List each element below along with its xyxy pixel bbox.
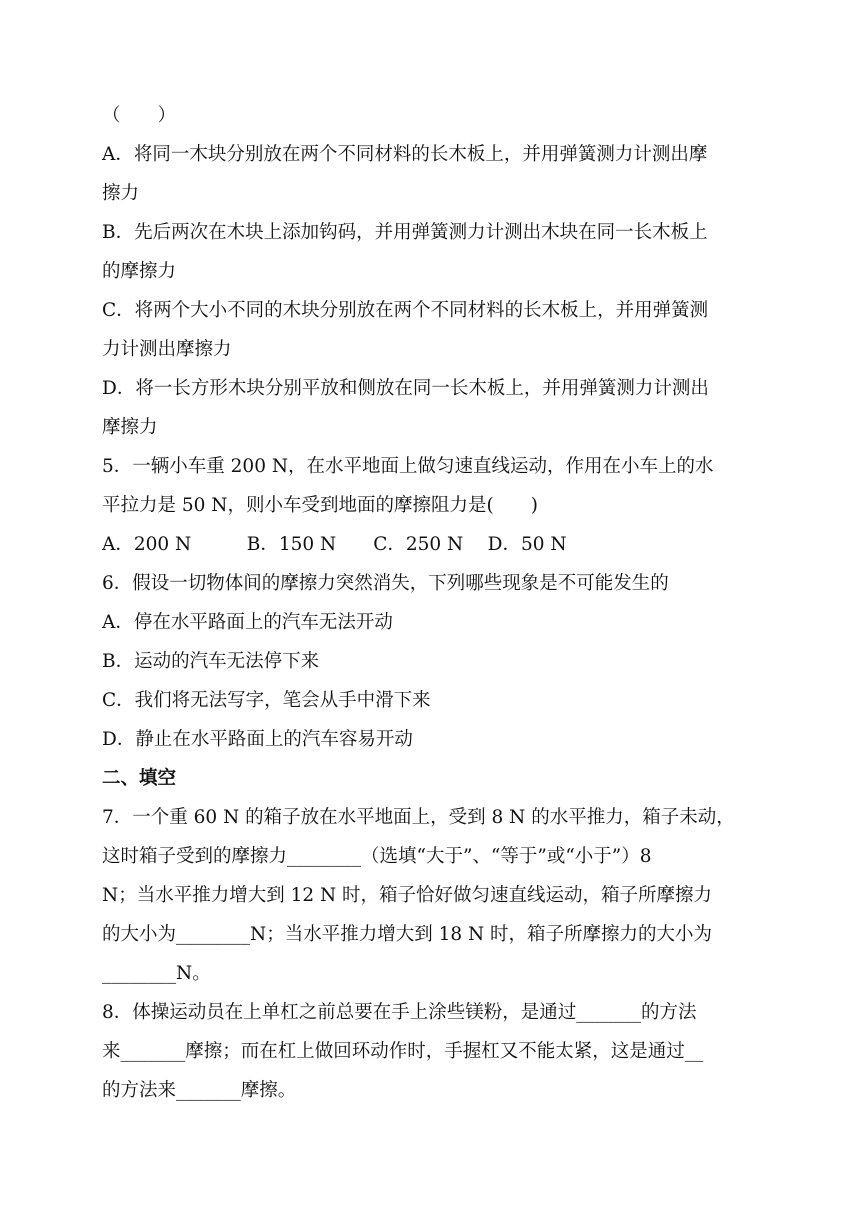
q6-option-b: B．运动的汽车无法停下来 — [102, 651, 320, 672]
q6-stem: 6．假设一切物体间的摩擦力突然消失，下列哪些现象是不可能发生的 — [102, 573, 669, 594]
q6-option-a: A．停在水平路面上的汽车无法开动 — [102, 612, 393, 633]
q4-option-b-line2: 的摩擦力 — [102, 261, 177, 282]
q4-option-d-line1: D．将一长方形木块分别平放和侧放在同一长木板上，并用弹簧测力计测出 — [102, 378, 709, 399]
q4-option-c-line2: 力计测出摩擦力 — [102, 339, 232, 360]
q7-line3: N；当水平推力增大到 12 N 时，箱子恰好做匀速直线运动，箱子所摩擦力 — [102, 885, 713, 906]
q4-option-b-line1: B．先后两次在木块上添加钩码，并用弹簧测力计测出木块在同一长木板上 — [102, 222, 708, 243]
q6-option-d: D．静止在水平路面上的汽车容易开动 — [102, 729, 413, 750]
q7-line2: 这时箱子受到的摩擦力________（选填“大于”、“等于”或“小于”）8 — [102, 846, 652, 867]
section-heading-fill-blank: 二、填空 — [102, 768, 177, 789]
q8-line3: 的方法来_______摩擦。 — [102, 1080, 297, 1101]
q5-stem-line2: 平拉力是 50 N，则小车受到地面的摩擦阻力是( ) — [102, 495, 538, 516]
q8-line1: 8．体操运动员在上单杠之前总要在手上涂些镁粉，是通过_______的方法 — [102, 1002, 697, 1023]
q5-stem-line1: 5．一辆小车重 200 N，在水平地面上做匀速直线运动，作用在小车上的水 — [102, 456, 714, 477]
q8-line2: 来_______摩擦；而在杠上做回环动作时，手握杠又不能太紧，这是通过__ — [102, 1041, 704, 1062]
q6-option-c: C．我们将无法写字，笔会从手中滑下来 — [102, 690, 431, 711]
q4-option-c-line1: C．将两个大小不同的木块分别放在两个不同材料的长木板上，并用弹簧测 — [102, 300, 709, 321]
q7-line5: ________N。 — [102, 963, 211, 984]
q4-option-a-line2: 擦力 — [102, 183, 140, 204]
q4-blank-bracket: （ ） — [102, 105, 177, 126]
q4-option-d-line2: 摩擦力 — [102, 417, 158, 438]
q7-line4: 的大小为________N；当水平推力增大到 18 N 时，箱子所摩擦力的大小为 — [102, 924, 713, 945]
q5-options: A．200 N B．150 N C．250 N D．50 N — [102, 534, 567, 555]
q4-option-a-line1: A．将同一木块分别放在两个不同材料的长木板上，并用弹簧测力计测出摩 — [102, 144, 708, 165]
q7-line1: 7．一个重 60 N 的箱子放在水平地面上，受到 8 N 的水平推力，箱子未动， — [102, 807, 735, 828]
document-page — [102, 96, 762, 1110]
